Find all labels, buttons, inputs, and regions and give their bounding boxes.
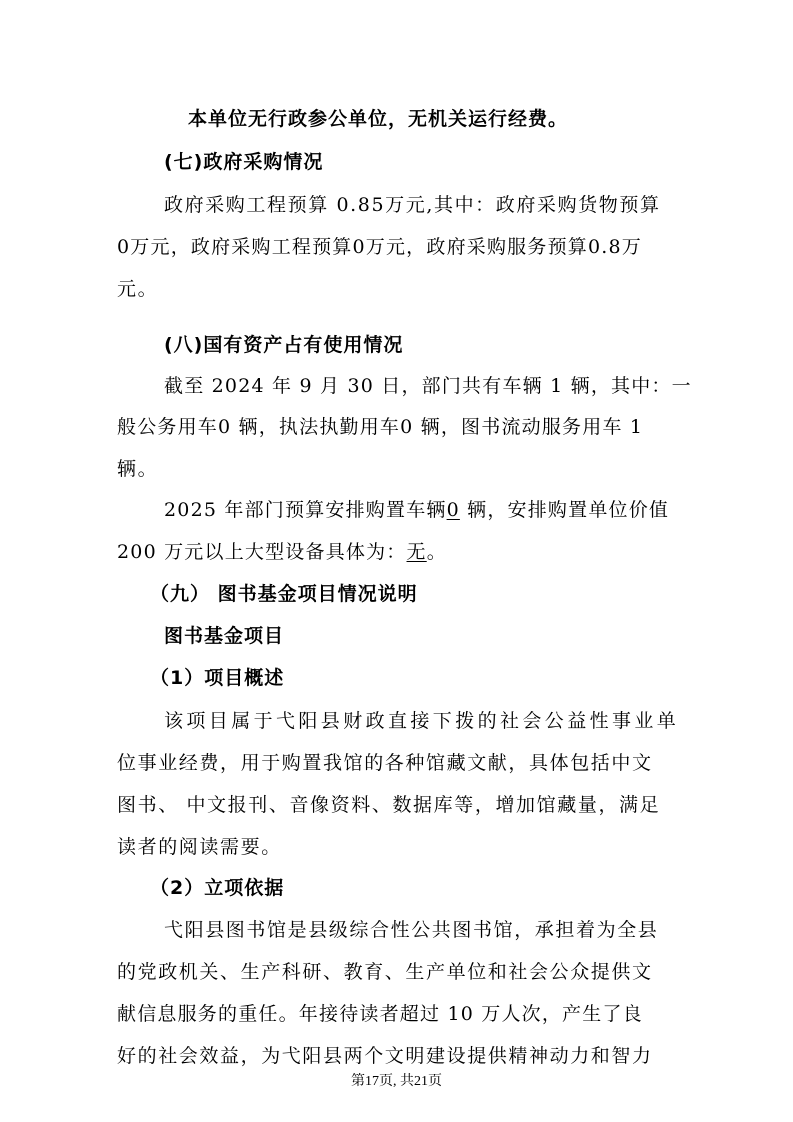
book-fund-project-title: 图书基金项目	[164, 625, 285, 647]
budget-line-2-suffix: 。	[426, 541, 447, 563]
vehicle-count: 0	[446, 499, 460, 521]
assets-heading: (八)国有资产占有使用情况	[164, 334, 404, 356]
overview-line-4: 读者的阅读需要。	[117, 836, 282, 858]
overview-line-2: 位事业经费，用于购置我馆的各种馆藏文献，具体包括中文	[117, 752, 653, 774]
assets-budget-line-1	[164, 498, 669, 522]
overview-line-1: 该项目属于弋阳县财政直接下拨的社会公益性事业单	[164, 710, 680, 732]
budget-line-1-suffix: 辆，安排购置单位价值	[459, 499, 670, 521]
procurement-heading: (七)政府采购情况	[164, 151, 324, 173]
procurement-line-2: 0万元，政府采购工程预算0万元，政府采购服务预算0.8万	[117, 236, 642, 258]
overview-heading: （1）项目概述	[150, 667, 285, 689]
book-fund-heading: （九） 图书基金项目情况说明	[150, 583, 418, 605]
no-admin-note: 本单位无行政参公单位，无机关运行经费。	[188, 108, 569, 130]
assets-line-3: 辆。	[117, 458, 159, 480]
basis-line-3: 献信息服务的重任。年接待读者超过 10 万人次，产生了良	[117, 1003, 643, 1025]
basis-line-1: 弋阳县图书馆是县级综合性公共图书馆，承担着为全县	[164, 919, 659, 941]
basis-line-4: 好的社会效益，为弋阳县两个文明建设提供精神动力和智力	[117, 1045, 653, 1067]
overview-line-3: 图书、 中文报刊、音像资料、数据库等，增加馆藏量，满足	[117, 794, 661, 816]
budget-line-2-prefix: 200 万元以上大型设备具体为：	[117, 541, 407, 563]
assets-line-1: 截至 2024 年 9 月 30 日，部门共有车辆 1 辆，其中：一	[164, 375, 692, 397]
basis-heading: （2）立项依据	[150, 877, 285, 899]
page-footer: 第17页, 共21页	[351, 1074, 442, 1089]
assets-budget-line-2	[117, 540, 447, 564]
budget-line-1-prefix: 2025 年部门预算安排购置车辆	[164, 499, 447, 521]
basis-line-2: 的党政机关、生产科研、教育、生产单位和社会公众提供文	[117, 961, 653, 983]
equipment-value: 无	[406, 541, 427, 563]
procurement-line-3: 元。	[117, 278, 159, 300]
assets-line-2: 般公务用车0 辆，执法执勤用车0 辆，图书流动服务用车 1	[117, 416, 644, 438]
procurement-line-1: 政府采购工程预算 0.85万元,其中：政府采购货物预算	[164, 194, 661, 216]
